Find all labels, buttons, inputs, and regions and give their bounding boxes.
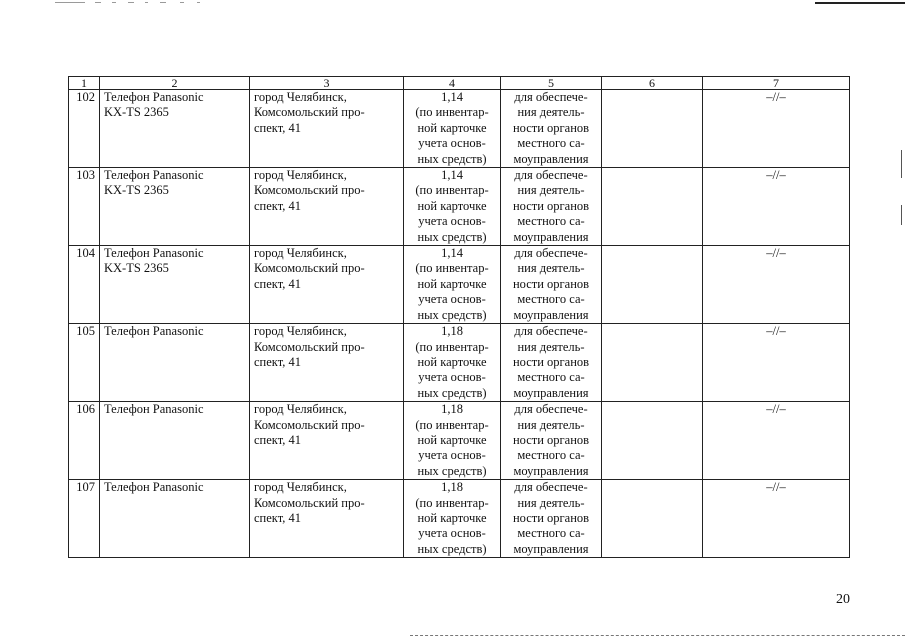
scan-edge-mark	[901, 205, 902, 225]
item-value: 1,18 (по инвентар- ной карточке учета основ- ных средств)	[404, 480, 501, 558]
table-row	[69, 168, 850, 246]
item-name: Телефон Panasonic KX-TS 2365	[100, 90, 250, 168]
item-purpose: для обеспече- ния деятель- ности органов местного са- моуправления	[501, 402, 602, 480]
table-row	[69, 90, 850, 168]
item-col7: –//–	[703, 168, 850, 246]
column-header: 2	[100, 77, 250, 90]
item-address: город Челябинск, Комсомольский про- спект, 41	[250, 402, 404, 480]
item-purpose: для обеспече- ния деятель- ности органов местного са- моуправления	[501, 90, 602, 168]
scan-artifact-bottom	[410, 635, 905, 637]
item-address: город Челябинск, Комсомольский про- спект, 41	[250, 246, 404, 324]
item-col6	[602, 324, 703, 402]
item-col6	[602, 402, 703, 480]
item-col6	[602, 480, 703, 558]
item-col6	[602, 168, 703, 246]
page-number: 20	[836, 592, 850, 607]
row-number: 107	[69, 480, 100, 558]
row-number: 102	[69, 90, 100, 168]
scan-edge-mark	[901, 150, 902, 178]
scan-artifact-top	[0, 0, 905, 8]
item-col7: –//–	[703, 324, 850, 402]
item-value: 1,18 (по инвентар- ной карточке учета основ- ных средств)	[404, 324, 501, 402]
item-address: город Челябинск, Комсомольский про- спект, 41	[250, 480, 404, 558]
row-number: 104	[69, 246, 100, 324]
table-header-row	[69, 77, 850, 90]
column-header: 7	[703, 77, 850, 90]
item-purpose: для обеспече- ния деятель- ности органов местного са- моуправления	[501, 168, 602, 246]
row-number: 105	[69, 324, 100, 402]
table-row	[69, 246, 850, 324]
item-value: 1,18 (по инвентар- ной карточке учета основ- ных средств)	[404, 402, 501, 480]
column-header: 4	[404, 77, 501, 90]
property-registry-table	[68, 76, 850, 558]
row-number: 103	[69, 168, 100, 246]
item-address: город Челябинск, Комсомольский про- спект, 41	[250, 324, 404, 402]
scan-corner-line	[815, 2, 905, 4]
item-name: Телефон Panasonic	[100, 324, 250, 402]
column-header: 5	[501, 77, 602, 90]
item-col7: –//–	[703, 246, 850, 324]
item-purpose: для обеспече- ния деятель- ности органов местного са- моуправления	[501, 480, 602, 558]
item-col7: –//–	[703, 402, 850, 480]
item-value: 1,14 (по инвентар- ной карточке учета основ- ных средств)	[404, 90, 501, 168]
column-header: 1	[69, 77, 100, 90]
item-name: Телефон Panasonic KX-TS 2365	[100, 168, 250, 246]
item-address: город Челябинск, Комсомольский про- спект, 41	[250, 168, 404, 246]
item-value: 1,14 (по инвентар- ной карточке учета основ- ных средств)	[404, 168, 501, 246]
column-header: 6	[602, 77, 703, 90]
table-row	[69, 480, 850, 558]
item-name: Телефон Panasonic KX-TS 2365	[100, 246, 250, 324]
item-col7: –//–	[703, 480, 850, 558]
item-address: город Челябинск, Комсомольский про- спект, 41	[250, 90, 404, 168]
column-header: 3	[250, 77, 404, 90]
item-col6	[602, 246, 703, 324]
item-purpose: для обеспече- ния деятель- ности органов местного са- моуправления	[501, 324, 602, 402]
item-name: Телефон Panasonic	[100, 402, 250, 480]
row-number: 106	[69, 402, 100, 480]
table-row	[69, 402, 850, 480]
item-col6	[602, 90, 703, 168]
table-row	[69, 324, 850, 402]
item-purpose: для обеспече- ния деятель- ности органов местного са- моуправления	[501, 246, 602, 324]
item-value: 1,14 (по инвентар- ной карточке учета основ- ных средств)	[404, 246, 501, 324]
item-name: Телефон Panasonic	[100, 480, 250, 558]
item-col7: –//–	[703, 90, 850, 168]
